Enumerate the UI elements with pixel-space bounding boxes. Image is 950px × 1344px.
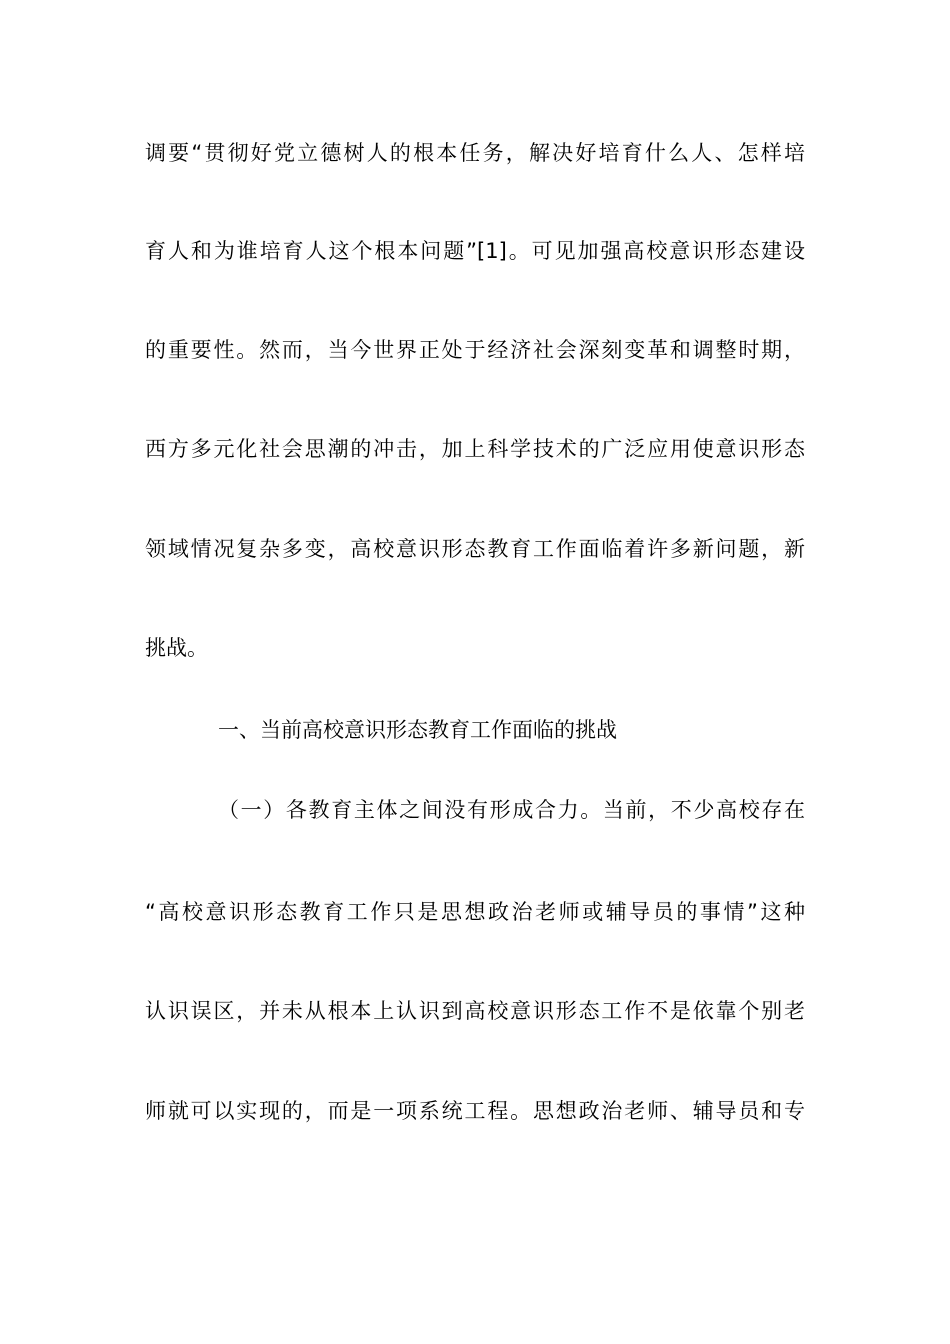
paragraph-line: 调要“贯彻好党立德树人的根本任务，解决好培育什么人、怎样培 [145,141,805,165]
paragraph-line: “高校意识形态教育工作只是思想政治老师或辅导员的事情”这种 [145,900,805,924]
paragraph-line: 挑战。 [145,636,208,660]
paragraph-line: 育人和为谁培育人这个根本问题”[1]。可见加强高校意识形态建设 [145,239,805,263]
paragraph-line: 领域情况复杂多变，高校意识形态教育工作面临着许多新问题，新 [145,537,805,561]
paragraph-line: 的重要性。然而，当今世界正处于经济社会深刻变革和调整时期， [145,338,805,362]
paragraph-line: 西方多元化社会思潮的冲击，加上科学技术的广泛应用使意识形态 [145,437,805,461]
paragraph-line: 师就可以实现的，而是一项系统工程。思想政治老师、辅导员和专 [145,1099,805,1123]
paragraph-line: 认识误区，并未从根本上认识到高校意识形态工作不是依靠个别老 [145,999,805,1023]
section-heading: 一、当前高校意识形态教育工作面临的挑战 [218,718,617,742]
subsection-first-line: （一）各教育主体之间没有形成合力。当前，不少高校存在 [218,798,805,822]
